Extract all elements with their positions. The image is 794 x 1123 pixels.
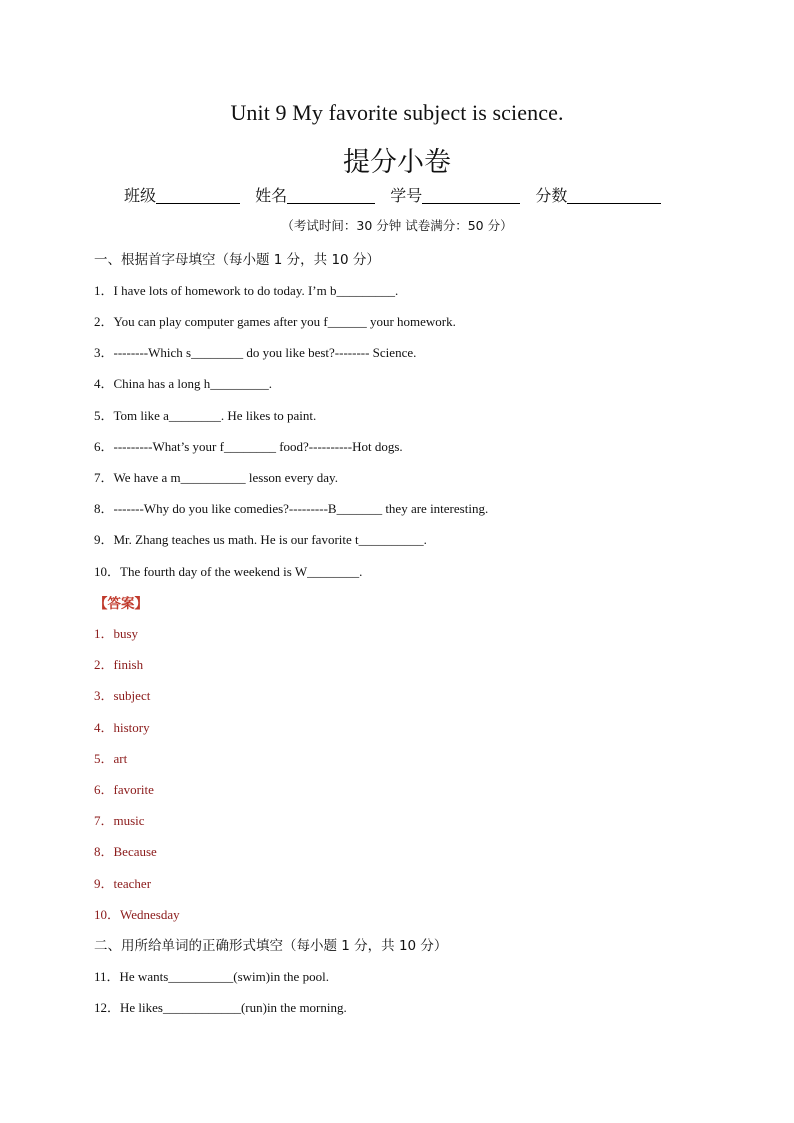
question-4: 4．China has a long h_________. — [94, 376, 273, 391]
question-2: 2．You can play computer games after you f______ your homework. — [94, 314, 456, 329]
question-3: 3．--------Which s________ do you like best?-------- Science. — [94, 345, 417, 360]
class-blank — [156, 187, 240, 204]
section-2-heading: 二、用所给单词的正确形式填空（每小题 1 分，共 10 分） — [94, 938, 448, 954]
student-id-blank — [422, 187, 520, 204]
document-title: Unit 9 My favorite subject is science. — [230, 100, 564, 125]
class-label: 班级 — [124, 186, 157, 205]
exam-time-note: （考试时间：30 分钟 试卷满分：50 分） — [281, 218, 513, 233]
answer-9: 9．teacher — [94, 876, 152, 891]
document-subtitle: 提分小卷 — [343, 147, 451, 178]
answer-6: 6．favorite — [94, 782, 154, 797]
question-8: 8．-------Why do you like comedies?---------B_______ they are interesting. — [94, 501, 489, 516]
question-9: 9．Mr. Zhang teaches us math. He is our favorite t__________. — [94, 532, 427, 547]
student-info-row — [124, 183, 671, 206]
name-blank — [287, 187, 375, 204]
answer-8: 8．Because — [94, 844, 157, 859]
section-1-heading: 一、根据首字母填空（每小题 1 分，共 10 分） — [94, 252, 380, 268]
question-6: 6．---------What’s your f________ food?----------Hot dogs. — [94, 439, 403, 454]
question-10: 10．The fourth day of the weekend is W________. — [94, 564, 363, 579]
answer-2: 2．finish — [94, 657, 144, 672]
answer-1: 1．busy — [94, 626, 139, 641]
answer-7: 7．music — [94, 813, 145, 828]
answer-10: 10．Wednesday — [94, 907, 180, 922]
question-7: 7．We have a m__________ lesson every day. — [94, 470, 338, 485]
question-11: 11．He wants__________(swim)in the pool. — [94, 969, 329, 984]
score-blank — [567, 187, 661, 204]
answer-heading: 【答案】 — [94, 596, 148, 612]
question-5: 5．Tom like a________. He likes to paint. — [94, 408, 317, 423]
question-12: 12．He likes____________(run)in the morning. — [94, 1000, 347, 1015]
name-label: 姓名 — [255, 186, 288, 205]
answer-4: 4．history — [94, 720, 150, 735]
question-1: 1．I have lots of homework to do today. I’m b_________. — [94, 283, 399, 298]
student-id-label: 学号 — [390, 186, 423, 205]
answer-5: 5．art — [94, 751, 128, 766]
score-label: 分数 — [535, 186, 568, 205]
answer-3: 3．subject — [94, 688, 151, 703]
